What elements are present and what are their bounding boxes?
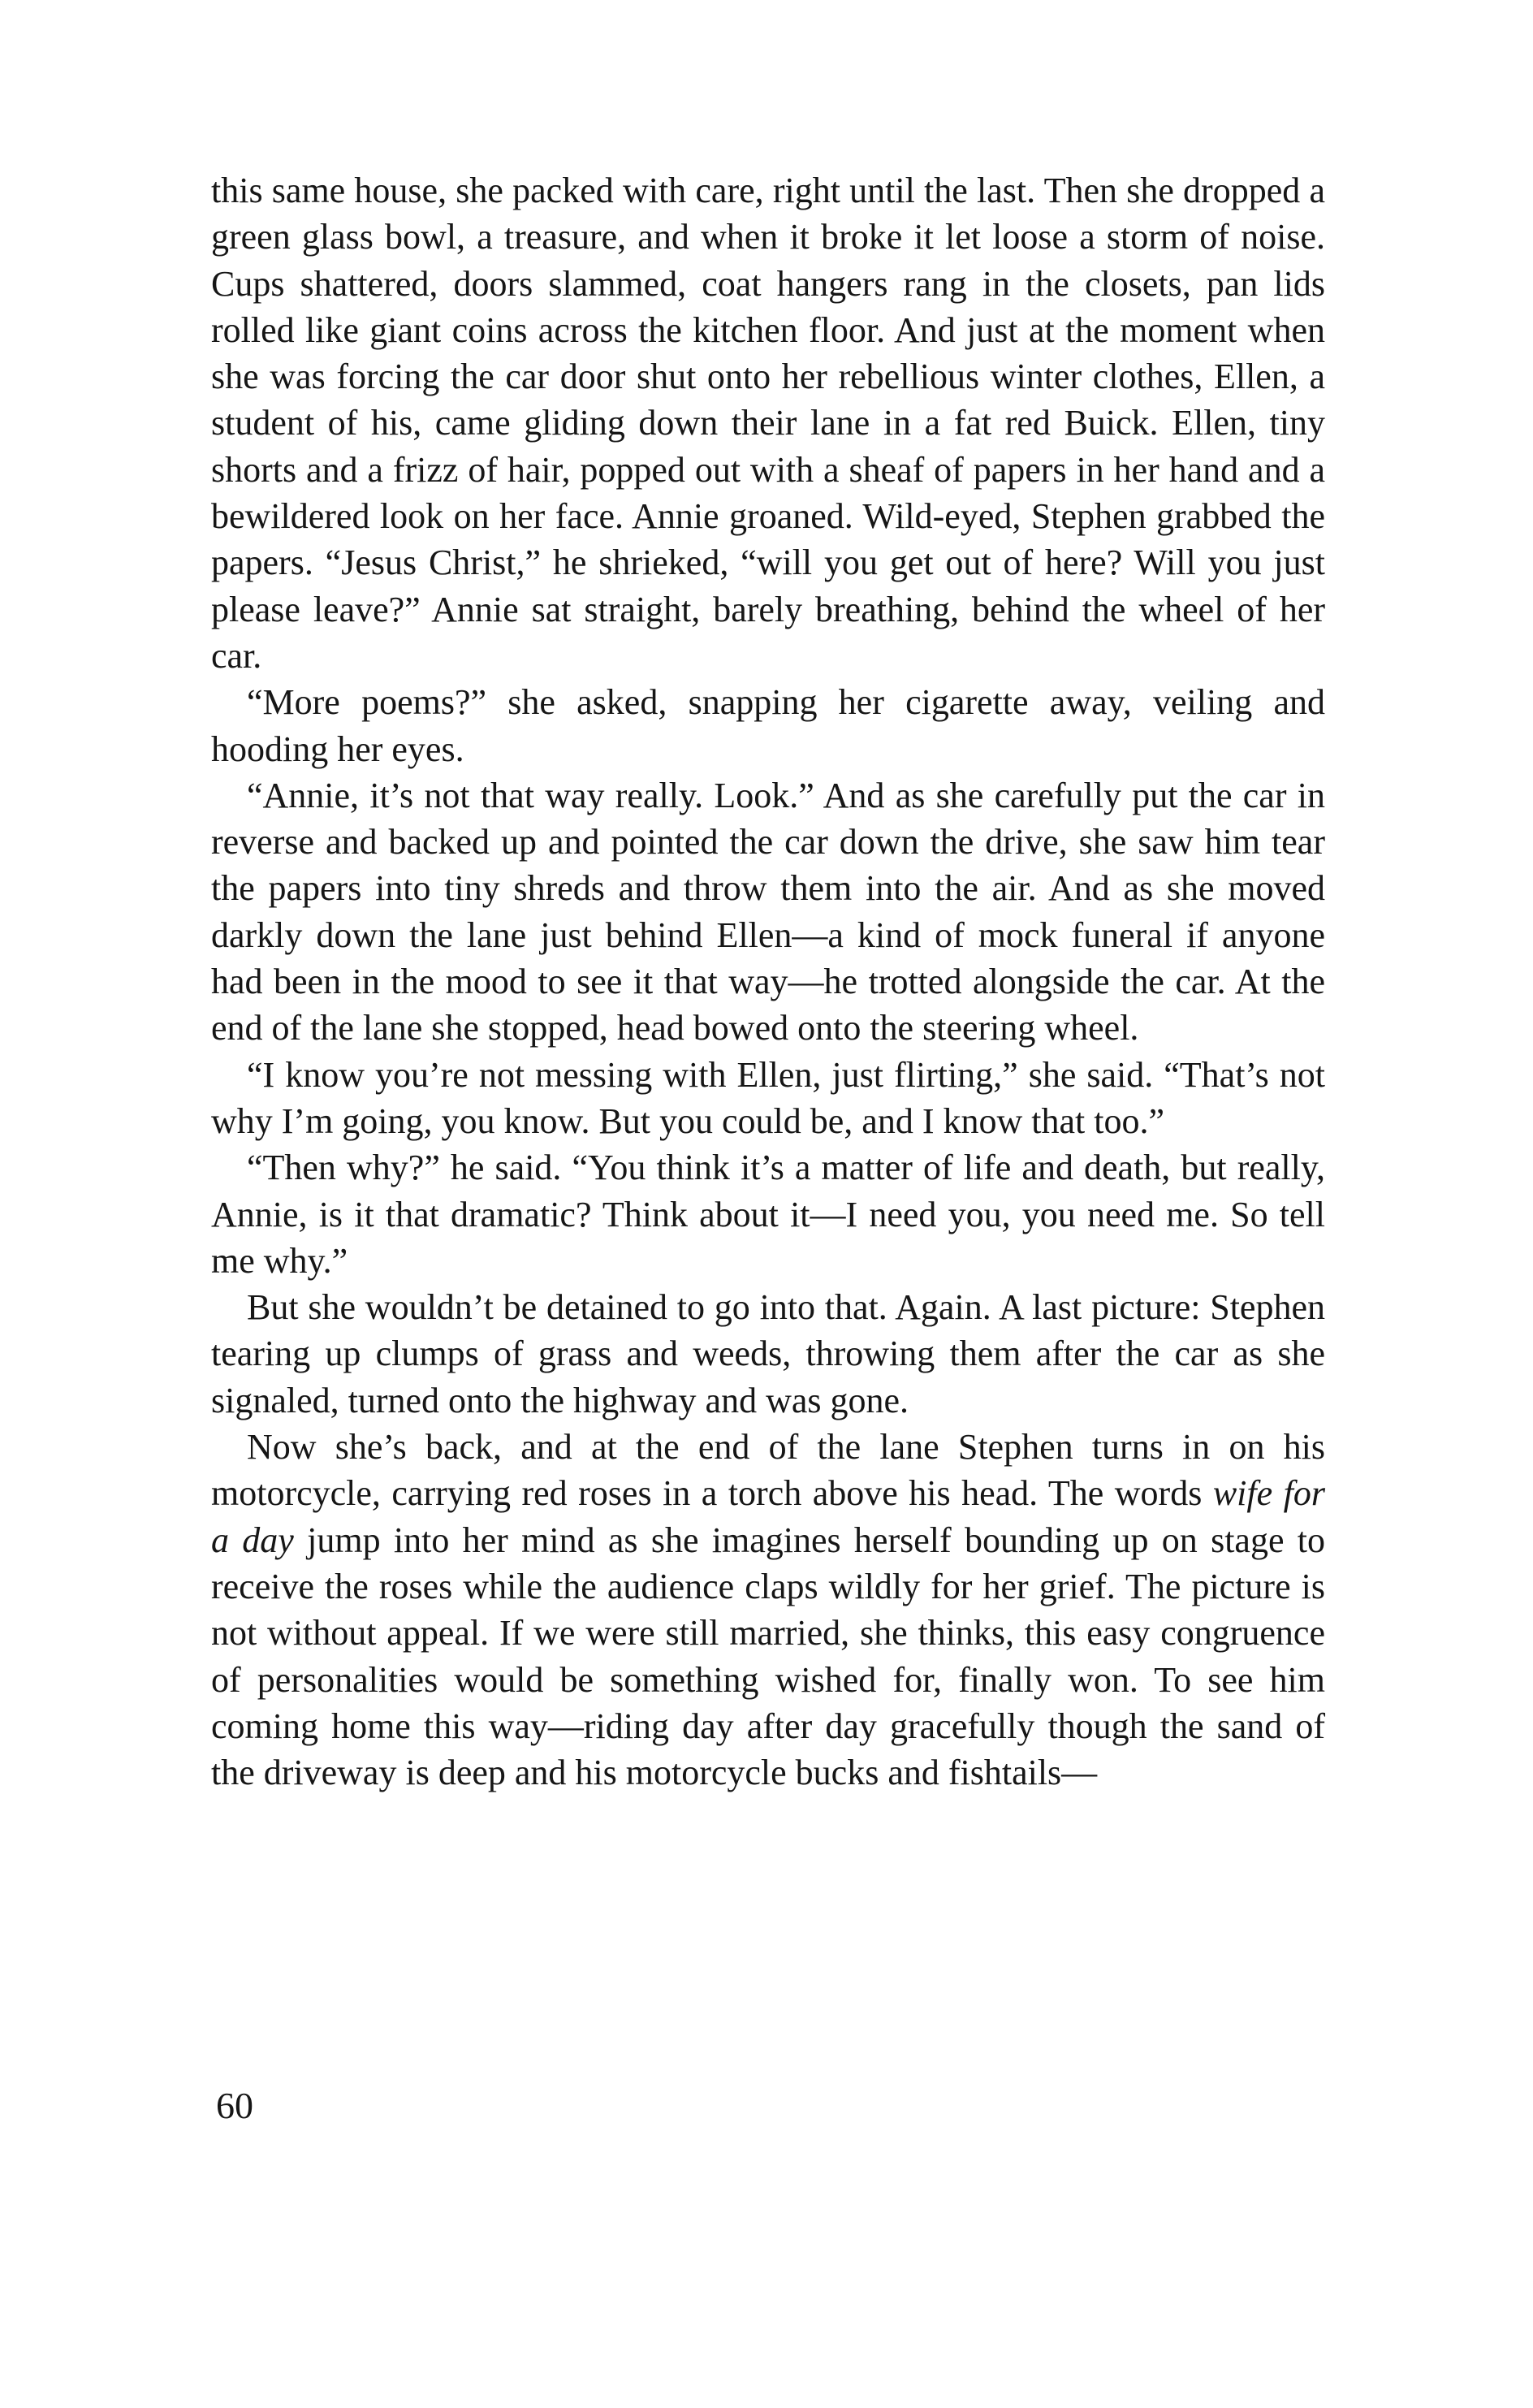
paragraph-7 xyxy=(211,1424,1325,1796)
body-text xyxy=(211,167,1325,1796)
paragraph-2: “More poems?” she asked, snapping her cigarette away, veiling and hooding her eyes. xyxy=(211,682,1325,769)
paragraph-3: “Annie, it’s not that way really. Look.” And as she carefully put the car in reverse and backed up and pointed the car down the drive, she saw him tear the papers into tiny shreds and throw them into the air. And as she moved darkly down the lane just behind Ellen—a kind of mock funeral if anyone had been in the mood to see it that way—he trotted alongside the car. At the end of the lane she stopped, head bowed onto the steering wheel. xyxy=(211,775,1325,1048)
paragraph-7-start: Now she’s back, and at the end of the lane Stephen turns in on his motorcycle, carrying red roses in a torch above his head. The words xyxy=(211,1427,1325,1514)
italic-phrase: wife for a day xyxy=(211,1473,1325,1560)
paragraph-7-end: jump into her mind as she imagines herself bounding up on stage to receive the roses while the audience claps wildly for her grief. The picture is not without appeal. If we were still married, she thinks, this easy congruence of personalities would be something wished for, finally won. To see him coming home this way—riding day after day gracefully though the sand of the driveway is deep and his motorcycle bucks and fishtails— xyxy=(211,1520,1326,1793)
paragraph-4: “I know you’re not messing with Ellen, just flirting,” she said. “That’s not why I’m going, you know. But you could be, and I know that too.” xyxy=(211,1054,1325,1141)
paragraph-5: “Then why?” he said. “You think it’s a matter of life and death, but really, Annie, is it that dramatic? Think about it—I need you, you need me. So tell me why.” xyxy=(211,1148,1325,1281)
paragraph-6: But she wouldn’t be detained to go into that. Again. A last picture: Stephen tearing up clumps of grass and weeds, throwing them after the car as she signaled, turned onto the highway and was gone. xyxy=(211,1287,1325,1420)
paragraph-1: this same house, she packed with care, right until the last. Then she dropped a green glass bowl, a treasure, and when it broke it let loose a storm of noise. Cups shattered, doors slammed, coat hangers rang in the closets, pan lids rolled like giant coins across the kitchen floor. And just at the moment when she was forcing the car door shut onto her rebellious winter clothes, Ellen, a student of his, came gliding down their lane in a fat red Buick. Ellen, tiny shorts and a frizz of hair, popped out with a sheaf of papers in her hand and a bewildered look on her face. Annie groaned. Wild-eyed, Stephen grabbed the papers. “Jesus Christ,” he shrieked, “will you get out of here? Will you just please leave?” Annie sat straight, barely breathing, behind the wheel of her car. xyxy=(211,171,1325,676)
page-number: 60 xyxy=(216,2085,253,2126)
